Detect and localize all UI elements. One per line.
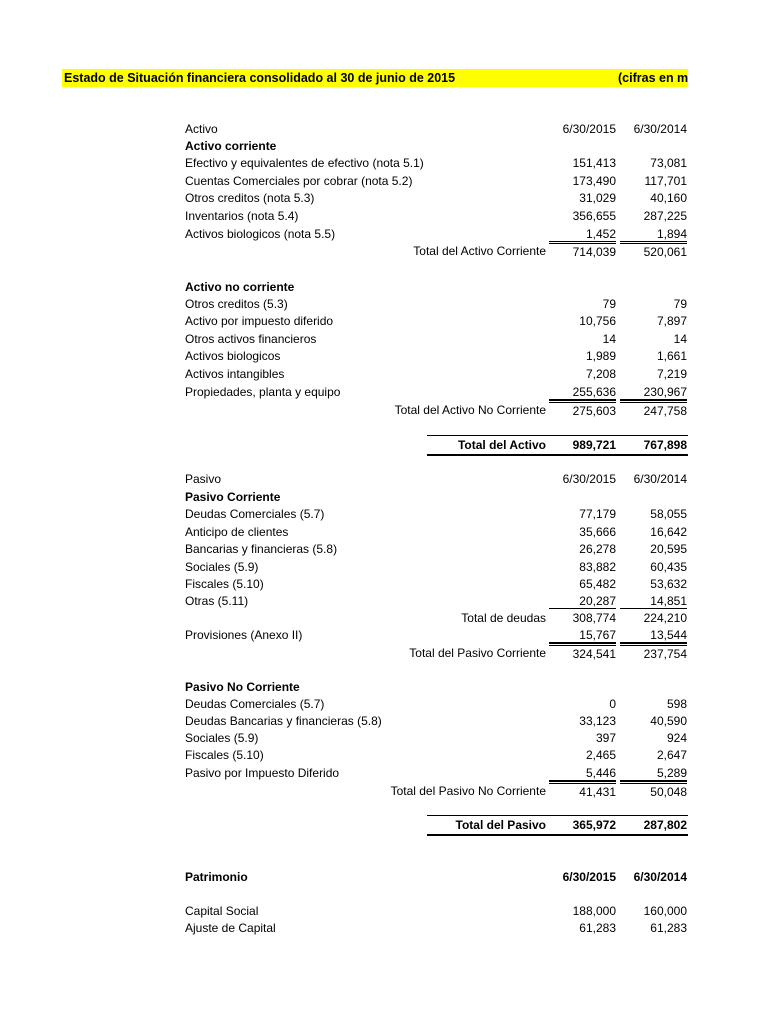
value-2014: 247,758 xyxy=(620,400,687,418)
line-item-row xyxy=(0,747,768,764)
value-2014: 767,898 xyxy=(643,438,687,452)
total-bottom-rule xyxy=(427,454,688,456)
units-note: (cifras en m xyxy=(618,71,688,85)
value-2014: 14 xyxy=(673,332,687,346)
total-row-total-de-deudas xyxy=(0,610,768,627)
value-2014: 287,225 xyxy=(643,209,687,223)
value-2015: 77,179 xyxy=(579,507,616,521)
line-item-row xyxy=(0,313,768,330)
line-item-row xyxy=(0,576,768,593)
line-item-row xyxy=(0,348,768,365)
value-2014: 1,661 xyxy=(656,349,687,363)
value-2014: 1,894 xyxy=(620,227,687,242)
section-label-patrimonio: Patrimonio xyxy=(185,870,248,884)
value-2014: 160,000 xyxy=(643,904,687,918)
line-label-provisiones-anexo-ii: Provisiones (Anexo II) xyxy=(185,628,303,642)
total-label-total-del-pasivo-corriente: Total del Pasivo Corriente xyxy=(409,646,546,660)
line-label-inventarios-nota-5-4: Inventarios (nota 5.4) xyxy=(185,209,299,223)
value-2014: 117,701 xyxy=(644,174,687,188)
line-label-otros-creditos-nota-5-3: Otros creditos (nota 5.3) xyxy=(185,191,315,205)
value-2015: 79 xyxy=(602,297,616,311)
value-2014: 79 xyxy=(673,297,687,311)
line-item-row xyxy=(0,190,768,207)
line-label-cuentas-comerciales-por-cobrar-nota-5-2: Cuentas Comerciales por cobrar (nota 5.2) xyxy=(185,174,413,188)
value-2015: 308,774 xyxy=(572,611,616,625)
value-2014: 58,055 xyxy=(650,507,687,521)
value-2015: 5,446 xyxy=(549,766,616,781)
value-2015: 255,636 xyxy=(549,385,616,400)
total-top-rule xyxy=(427,435,688,436)
section-heading-row xyxy=(0,489,768,506)
value-2014: 20,595 xyxy=(650,542,687,556)
value-2015: 20,287 xyxy=(549,594,616,609)
line-label-efectivo-y-equivalentes-de-efectivo-nota-5-1: Efectivo y equivalentes de efectivo (nota 5.1) xyxy=(185,156,424,170)
total-bottom-rule xyxy=(427,834,688,836)
value-2014: 40,160 xyxy=(650,191,687,205)
value-2014: 2,647 xyxy=(656,748,687,762)
line-label-activos-intangibles: Activos intangibles xyxy=(185,367,285,381)
value-2015: 41,431 xyxy=(549,781,616,799)
total-row-total-del-pasivo-no-corriente xyxy=(0,783,768,800)
section-label-pasivo-corriente: Pasivo Corriente xyxy=(185,490,281,504)
line-item-row xyxy=(0,331,768,348)
line-label-deudas-bancarias-y-financieras-5-8: Deudas Bancarias y financieras (5.8) xyxy=(185,714,382,728)
section-label-activo-no-corriente: Activo no corriente xyxy=(185,280,295,294)
line-label-activos-biologicos-nota-5-5: Activos biologicos (nota 5.5) xyxy=(185,227,336,241)
line-item-row xyxy=(0,869,768,886)
statement-title: Estado de Situación financiera consolidado al 30 de junio de 2015 xyxy=(64,71,456,85)
line-item-row xyxy=(0,366,768,383)
line-item-row xyxy=(0,593,768,610)
value-2014: 73,081 xyxy=(650,156,687,170)
value-2014: 598 xyxy=(666,697,687,711)
value-2015: 275,603 xyxy=(549,400,616,418)
value-2014: 5,289 xyxy=(620,766,687,781)
value-2015: 324,541 xyxy=(549,643,616,661)
line-item-row xyxy=(0,903,768,920)
value-2014: 6/30/2014 xyxy=(633,122,687,136)
value-2014: 237,754 xyxy=(620,643,687,661)
value-2015: 6/30/2015 xyxy=(562,870,616,884)
value-2015: 397 xyxy=(595,731,616,745)
line-label-deudas-comerciales-5-7: Deudas Comerciales (5.7) xyxy=(185,507,325,521)
line-item-row xyxy=(0,713,768,730)
value-2014: 50,048 xyxy=(620,781,687,799)
total-row-total-del-pasivo-corriente xyxy=(0,645,768,662)
line-label-capital-social: Capital Social xyxy=(185,904,259,918)
value-2015: 83,882 xyxy=(579,560,616,574)
value-2014: 230,967 xyxy=(620,385,687,400)
value-2015: 65,482 xyxy=(579,577,616,591)
line-item-row xyxy=(0,559,768,576)
line-label-otros-creditos-5-3: Otros creditos (5.3) xyxy=(185,297,288,311)
line-item-row xyxy=(0,765,768,782)
total-label-total-del-activo-no-corriente: Total del Activo No Corriente xyxy=(394,403,546,417)
line-label-ajuste-de-capital: Ajuste de Capital xyxy=(185,921,276,935)
value-2015: 6/30/2015 xyxy=(562,122,616,136)
line-item-row xyxy=(0,208,768,225)
value-2014: 61,283 xyxy=(650,921,687,935)
line-item-row xyxy=(0,506,768,523)
section-label-activo-corriente: Activo corriente xyxy=(185,139,277,153)
line-item-row xyxy=(0,471,768,488)
total-top-rule xyxy=(427,815,688,816)
value-2015: 61,283 xyxy=(579,921,616,935)
value-2015: 26,278 xyxy=(579,542,616,556)
value-2014: 224,210 xyxy=(643,611,687,625)
line-item-row xyxy=(0,627,768,644)
value-2015: 6/30/2015 xyxy=(562,472,616,486)
value-2014: 924 xyxy=(666,731,687,745)
line-label-activo-por-impuesto-diferido: Activo por impuesto diferido xyxy=(185,314,334,328)
line-item-row xyxy=(0,384,768,401)
value-2015: 10,756 xyxy=(579,314,616,328)
line-label-fiscales-5-10: Fiscales (5.10) xyxy=(185,748,264,762)
line-item-row xyxy=(0,541,768,558)
total-label-total-del-activo: Total del Activo xyxy=(457,438,546,452)
line-item-row xyxy=(0,121,768,138)
value-2015: 1,452 xyxy=(549,227,616,242)
value-2015: 714,039 xyxy=(549,241,616,259)
line-label-otras-5-11: Otras (5.11) xyxy=(185,594,249,608)
total-row-total-del-activo-no-corriente xyxy=(0,402,768,419)
line-item-row xyxy=(0,173,768,190)
total-label-total-del-activo-corriente: Total del Activo Corriente xyxy=(413,244,546,258)
section-label-pasivo-no-corriente: Pasivo No Corriente xyxy=(185,680,300,694)
section-heading-row xyxy=(0,279,768,296)
line-item-row xyxy=(0,696,768,713)
total-label-total-de-deudas: Total de deudas xyxy=(461,611,546,625)
total-row-total-del-pasivo xyxy=(0,817,768,834)
line-label-activo: Activo xyxy=(185,122,218,136)
value-2014: 60,435 xyxy=(650,560,687,574)
line-label-pasivo: Pasivo xyxy=(185,472,222,486)
value-2015: 33,123 xyxy=(579,714,616,728)
total-label-total-del-pasivo: Total del Pasivo xyxy=(455,818,546,832)
value-2014: 7,219 xyxy=(656,367,687,381)
value-2015: 151,413 xyxy=(572,156,616,170)
value-2014: 53,632 xyxy=(650,577,687,591)
value-2015: 0 xyxy=(609,697,616,711)
line-label-sociales-5-9: Sociales (5.9) xyxy=(185,560,259,574)
value-2014: 16,642 xyxy=(650,525,687,539)
value-2014: 14,851 xyxy=(620,594,687,609)
value-2015: 35,666 xyxy=(579,525,616,539)
line-label-activos-biologicos: Activos biologicos xyxy=(185,349,281,363)
total-label-total-del-pasivo-no-corriente: Total del Pasivo No Corriente xyxy=(390,784,546,798)
value-2014: 287,802 xyxy=(643,818,687,832)
section-heading-row xyxy=(0,138,768,155)
value-2015: 365,972 xyxy=(572,818,616,832)
line-item-row xyxy=(0,524,768,541)
line-item-row xyxy=(0,730,768,747)
line-item-row xyxy=(0,920,768,937)
line-item-row xyxy=(0,155,768,172)
line-label-fiscales-5-10: Fiscales (5.10) xyxy=(185,577,264,591)
value-2015: 173,490 xyxy=(572,174,616,188)
line-label-sociales-5-9: Sociales (5.9) xyxy=(185,731,259,745)
value-2015: 7,208 xyxy=(585,367,616,381)
line-label-otros-activos-financieros: Otros activos financieros xyxy=(185,332,317,346)
value-2015: 14 xyxy=(602,332,616,346)
value-2014: 520,061 xyxy=(620,241,687,259)
value-2015: 188,000 xyxy=(572,904,616,918)
line-label-pasivo-por-impuesto-diferido: Pasivo por Impuesto Diferido xyxy=(185,766,340,780)
line-label-bancarias-y-financieras-5-8: Bancarias y financieras (5.8) xyxy=(185,542,338,556)
value-2014: 13,544 xyxy=(620,628,687,643)
value-2015: 989,721 xyxy=(572,438,616,452)
value-2014: 6/30/2014 xyxy=(633,472,687,486)
value-2015: 1,989 xyxy=(585,349,616,363)
value-2015: 2,465 xyxy=(585,748,616,762)
line-label-anticipo-de-clientes: Anticipo de clientes xyxy=(185,525,289,539)
section-heading-row xyxy=(0,679,768,696)
value-2014: 7,897 xyxy=(656,314,687,328)
value-2014: 40,590 xyxy=(650,714,687,728)
line-label-deudas-comerciales-5-7: Deudas Comerciales (5.7) xyxy=(185,697,325,711)
value-2015: 15,767 xyxy=(549,628,616,643)
value-2014: 6/30/2014 xyxy=(633,870,687,884)
total-row-total-del-activo xyxy=(0,437,768,454)
line-label-propiedades-planta-y-equipo: Propiedades, planta y equipo xyxy=(185,385,341,399)
value-2015: 356,655 xyxy=(572,209,616,223)
value-2015: 31,029 xyxy=(579,191,616,205)
total-row-total-del-activo-corriente xyxy=(0,243,768,260)
line-item-row xyxy=(0,296,768,313)
